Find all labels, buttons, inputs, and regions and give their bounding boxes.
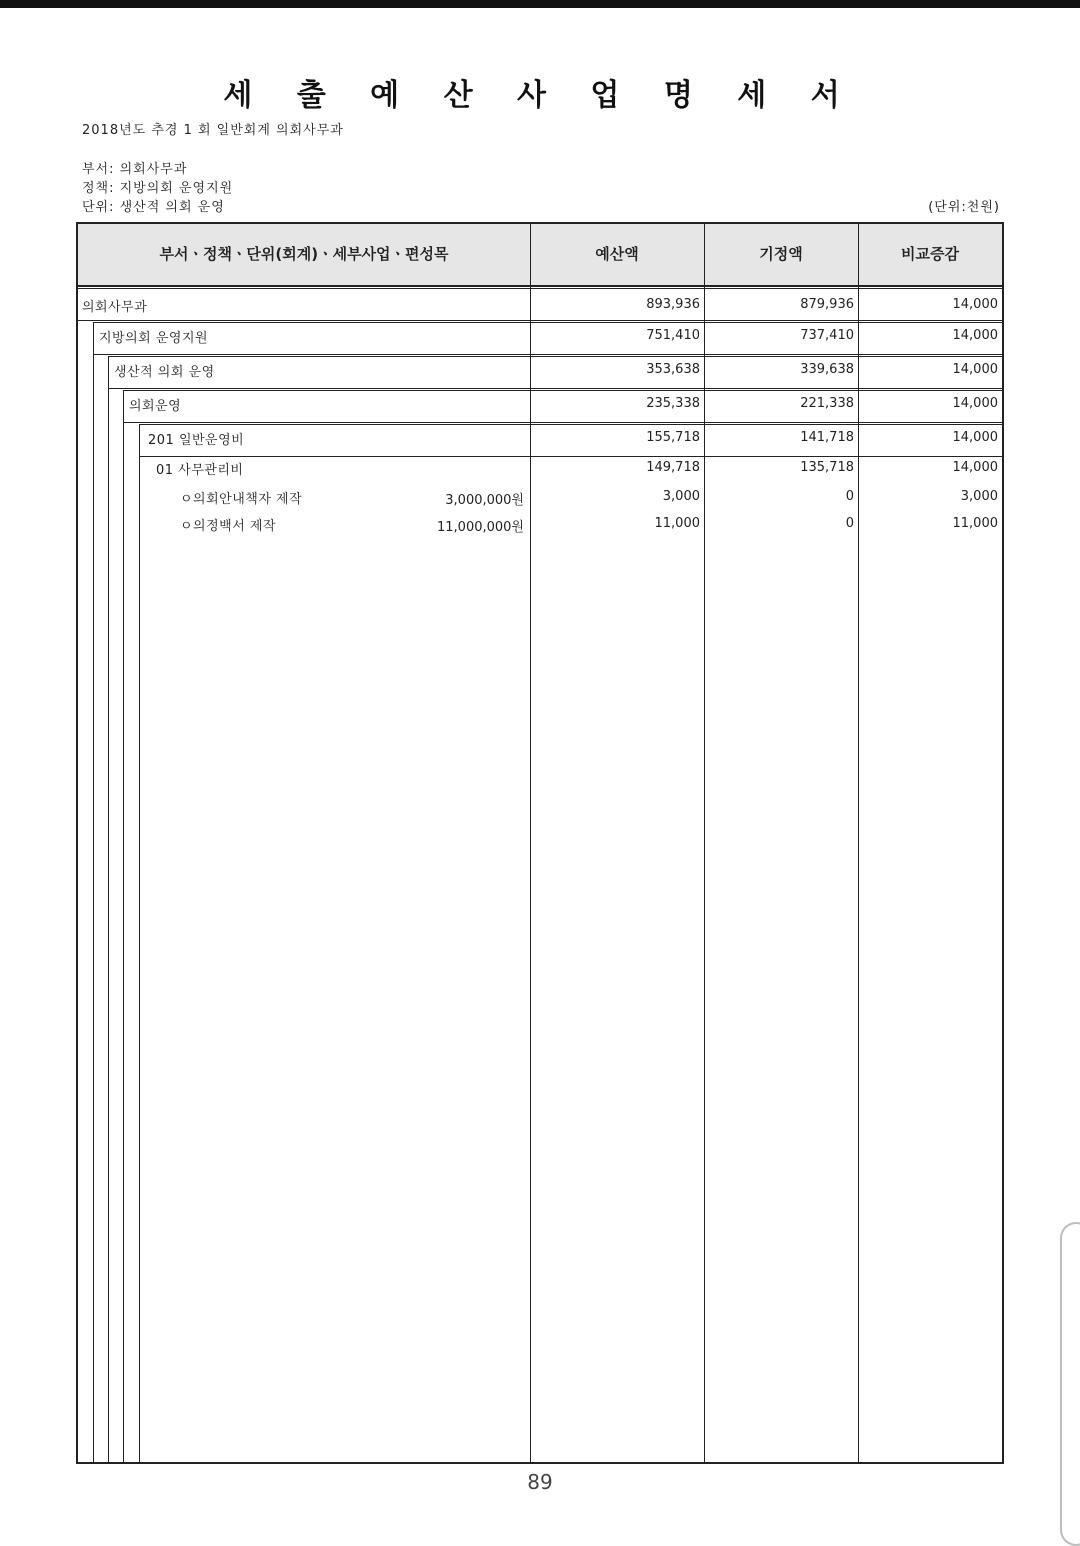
- row-prior: 0: [845, 489, 854, 504]
- row-diff: 14,000: [952, 396, 998, 411]
- row-prior: 135,718: [800, 460, 854, 475]
- row-diff: 3,000: [960, 489, 998, 504]
- row-separator: [139, 456, 1004, 457]
- unit-line: 단위: 생산적 의회 운영: [82, 200, 225, 215]
- row-label-policy: 지방의회 운영지원: [99, 331, 209, 346]
- row-detail-amount: 11,000,000원: [437, 520, 524, 535]
- indent-line-level4: [139, 424, 140, 1464]
- row-label-unit: 생산적 의회 운영: [114, 365, 215, 380]
- row-budget: 751,410: [646, 328, 700, 343]
- row-prior: 339,638: [800, 362, 854, 377]
- row-diff: 14,000: [952, 362, 998, 377]
- row-budget: 155,718: [646, 430, 700, 445]
- row-prior: 737,410: [800, 328, 854, 343]
- indent-line-level3: [123, 390, 124, 1464]
- row-budget: 11,000: [654, 516, 700, 531]
- row-diff: 11,000: [952, 516, 998, 531]
- budget-table: [76, 222, 1004, 1464]
- row-label-expense-group: 201 일반운영비: [148, 433, 245, 448]
- row-budget: 3,000: [662, 489, 700, 504]
- header-category: 부서ㆍ정책ㆍ단위(회계)ㆍ세부사업ㆍ편성목: [159, 245, 449, 263]
- document-title: 세 출 예 산 사 업 명 세 서: [223, 78, 857, 113]
- row-budget: 149,718: [646, 460, 700, 475]
- row-prior: 221,338: [800, 396, 854, 411]
- row-separator: [93, 322, 1004, 323]
- document-subtitle: 2018년도 추경 1 회 일반회계 의회사무과: [82, 123, 344, 138]
- table-header: [78, 224, 1002, 287]
- scroll-handle[interactable]: [1060, 1222, 1080, 1546]
- policy-line: 정책: 지방의회 운영지원: [82, 181, 234, 196]
- row-separator: [78, 288, 1004, 289]
- page-number: 89: [527, 1470, 553, 1494]
- row-detail-amount: 3,000,000원: [445, 493, 524, 508]
- row-diff: 14,000: [952, 328, 998, 343]
- row-diff: 14,000: [952, 430, 998, 445]
- row-label-detail-item: ㅇ의회안내책자 제작: [180, 492, 303, 507]
- header-diff: 비교증감: [901, 245, 959, 263]
- row-budget: 235,338: [646, 396, 700, 411]
- row-label-dept: 의회사무과: [82, 300, 148, 315]
- row-separator: [123, 390, 1004, 391]
- row-budget: 353,638: [646, 362, 700, 377]
- row-prior: 141,718: [800, 430, 854, 445]
- row-diff: 14,000: [952, 297, 998, 312]
- header-budget: 예산액: [595, 245, 639, 263]
- row-separator: [108, 356, 1004, 357]
- row-label-detail-item: ㅇ의정백서 제작: [180, 519, 277, 534]
- indent-line-level2: [108, 356, 109, 1464]
- row-prior: 0: [845, 516, 854, 531]
- currency-unit-label: (단위:천원): [928, 200, 1000, 215]
- row-separator: [93, 354, 1004, 355]
- row-budget: 893,936: [646, 297, 700, 312]
- top-status-bar: [0, 0, 1080, 8]
- row-label-expense-item: 01 사무관리비: [156, 463, 244, 478]
- row-separator: [139, 424, 1004, 425]
- row-prior: 879,936: [800, 297, 854, 312]
- row-diff: 14,000: [952, 460, 998, 475]
- row-separator: [108, 388, 1004, 389]
- header-prior: 기정액: [759, 245, 803, 263]
- row-separator: [123, 422, 1004, 423]
- indent-line-level1: [93, 322, 94, 1464]
- dept-line: 부서: 의회사무과: [82, 162, 188, 177]
- row-label-project: 의회운영: [129, 399, 182, 414]
- row-separator: [78, 320, 1004, 321]
